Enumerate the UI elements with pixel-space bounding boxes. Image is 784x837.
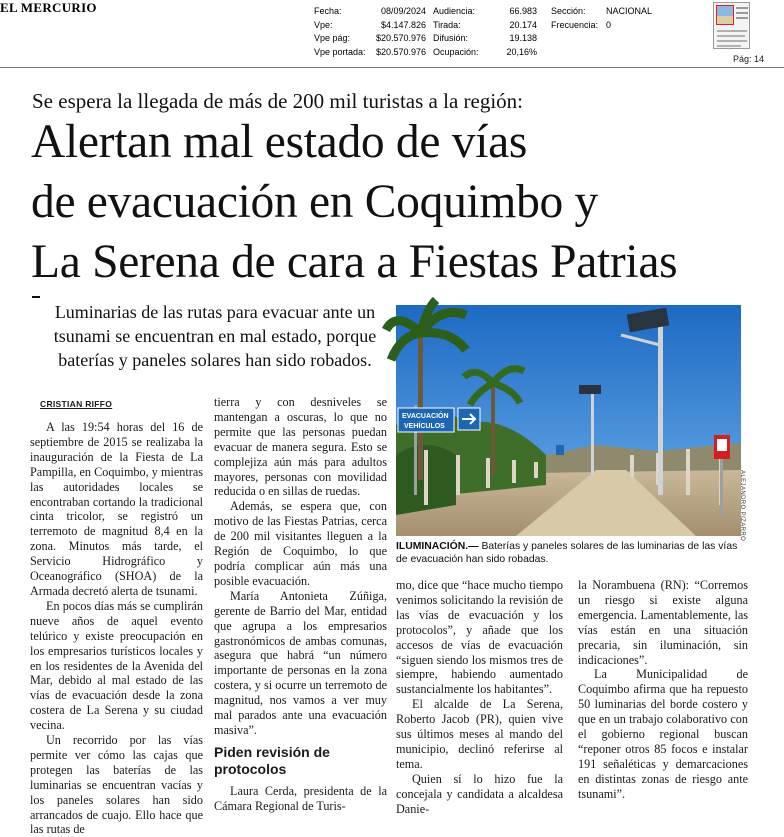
stat-value: 20.174	[509, 19, 537, 30]
thumbnail-line	[736, 7, 748, 9]
body-paragraph: María Antonieta Zúñiga, gerente de Barrio del Mar, entidad que agrupa a los empresarios gastronómicos de ambas comunas, asegura que habrá “un número importante de personas en la zona costera, y si ocurre un terremoto de magnitud, nos vamos a ver muy mal parados ante una evacuación masiva”.	[214, 588, 387, 737]
text-column-3	[396, 578, 563, 817]
text-column-2	[214, 395, 387, 814]
header-divider	[0, 67, 784, 68]
byline: CRISTIAN RIFFO	[40, 399, 113, 409]
headline-line: La Serena de cara a Fiestas Patrias	[31, 236, 678, 288]
page-thumbnail[interactable]	[713, 2, 750, 49]
body-paragraph: mo, dice que “hace mucho tiempo venimos solicitando la revisión de las vías de evacuación y los protocolos”, y añade que los accesos de vías de evacuación “siguen siendo los mismos tres de siempre, habiendo aumentado sustancialmente los habitantes”.	[396, 578, 563, 697]
stat-value: 20,16%	[506, 46, 537, 57]
caption-label: ILUMINACIÓN.—	[396, 541, 479, 552]
body-paragraph: El alcalde de La Serena, Roberto Jacob (PR), quien vive sus últimos meses al mando del municipio, declinó referirse al tema.	[396, 697, 563, 771]
headline-line: de evacuación en Coquimbo y	[31, 176, 599, 228]
stat-label: Vpe:	[314, 19, 333, 30]
stats-column-1	[314, 5, 426, 59]
body-paragraph: tierra y con desniveles se mantengan a oscuras, lo que no permite que las personas puedan evacuar de manera segura. Esto se complejiza aún más para adultos mayores, personas con movilidad reducida o en sillas de ruedas.	[214, 395, 387, 499]
thumbnail-line	[736, 12, 748, 14]
stat-value: 19.138	[509, 33, 537, 44]
lead-paragraph: Luminarias de las rutas para evacuar ante un tsunami se encuentran en mal estado, porque baterías y paneles solares han sido robados.	[53, 302, 377, 370]
stat-label: Difusión:	[433, 33, 469, 44]
headline-line: Alertan mal estado de vías	[31, 116, 528, 168]
stat-value: 66.983	[509, 6, 537, 16]
stat-label: Fecha:	[314, 6, 342, 16]
headline	[31, 112, 771, 292]
thumbnail-line	[736, 17, 748, 19]
thumbnail-line	[717, 45, 741, 47]
photo-credit: ALEJANDRO PIZARRO	[739, 470, 745, 542]
stat-label: Sección:	[551, 6, 586, 16]
body-paragraph: Laura Cerda, presidenta de la Cámara Regional de Turis-	[214, 783, 387, 813]
page-number: Pág: 14	[733, 54, 765, 64]
subheading: Piden revisión de protocolos	[214, 743, 330, 777]
thumbnail-line	[717, 30, 747, 32]
thumbnail-highlight	[716, 5, 734, 25]
kicker: Se espera la llegada de más de 200 mil turistas a la región:	[32, 89, 524, 113]
sign-text: VEHÍCULOS	[404, 423, 445, 430]
text-column-4	[578, 578, 748, 802]
photo-caption	[396, 540, 748, 566]
sign-text: EVACUACIÓN	[402, 413, 449, 420]
body-paragraph: Quien sí lo hizo fue la concejala y candidata a alcaldesa Danie-	[396, 771, 563, 816]
stat-label: Vpe portada:	[314, 46, 366, 57]
text-column-1	[30, 420, 203, 837]
stat-value: $20.570.976	[375, 46, 426, 57]
body-paragraph: Un recorrido por las vías permite ver cómo las cajas que protegen las baterías de las luminarias se encuentran vacías y los paneles solares han sido arrancados de cuajo. Ello hace que las rutas de	[30, 733, 203, 837]
stat-label: Tirada:	[433, 19, 461, 30]
thumbnail-line	[717, 40, 747, 42]
stat-value: NACIONAL	[606, 6, 653, 16]
article-photo	[396, 305, 741, 536]
evacuation-route-photo	[396, 305, 741, 536]
body-paragraph: La Municipalidad de Coquimbo afirma que ha repuesto 50 luminarias del borde costero y que en un trabajo colaborativo con el gobierno regional buscan “reponer otros 85 focos e instalar 191 señaléticas y demarcaciones en distintas zonas de riesgo ante tsunami”.	[578, 667, 748, 801]
lead-marker	[32, 296, 40, 298]
stat-label: Vpe pág:	[314, 33, 351, 44]
stat-value: 0	[606, 19, 612, 30]
stat-label: Ocupación:	[433, 46, 479, 57]
stats-column-3	[551, 5, 652, 32]
stat-label: Frecuencia:	[551, 19, 599, 30]
body-paragraph: En pocos días más se cumplirán nueve años de aquel evento telúrico y existe preocupación en los empresarios turísticos locales y en los residentes de la Avenida del Mar, debido al mal estado de las vías de evacuación desde la zona costera de La Serena y su ciudad vecina.	[30, 598, 203, 733]
body-paragraph: A las 19:54 horas del 16 de septiembre de 2015 se realizaba la inauguración de la Fiesta de La Pampilla, en Coquimbo, y mientras las autoridades locales se encontraban cortando la tradicional cinta tricolor, se registró un terremoto de magnitud 8,4 en la zona. Minutos más tarde, el Servicio Hidrográfico y Oceanográfico (SHOA) de la Armada decretó alerta de tsunami.	[30, 420, 203, 598]
stat-value: $20.570.976	[375, 33, 426, 44]
clipping-header	[0, 0, 784, 70]
stat-value: 08/09/2024	[380, 6, 426, 16]
body-paragraph: Además, se espera que, con motivo de las Fiestas Patrias, cerca de 200 mil visitantes lleguen a la Región de Coquimbo, lo que podría complicar aún más una posible evacuación.	[214, 499, 387, 588]
stat-label: Audiencia:	[433, 6, 476, 16]
thumbnail-line	[717, 35, 745, 37]
publication-name: EL MERCURIO	[0, 0, 97, 15]
caption-text: Baterías y paneles solares de las luminarias de las vías de evacuación han sido robadas.	[396, 541, 738, 565]
stats-column-2	[433, 5, 537, 59]
body-paragraph: la Norambuena (RN): “Corremos un riesgo si existe alguna emergencia. Lamentablemente, las vías están en una situación precaria, sin iluminación, sin indicaciones”.	[578, 578, 748, 667]
stat-value: $4.147.826	[380, 19, 426, 30]
